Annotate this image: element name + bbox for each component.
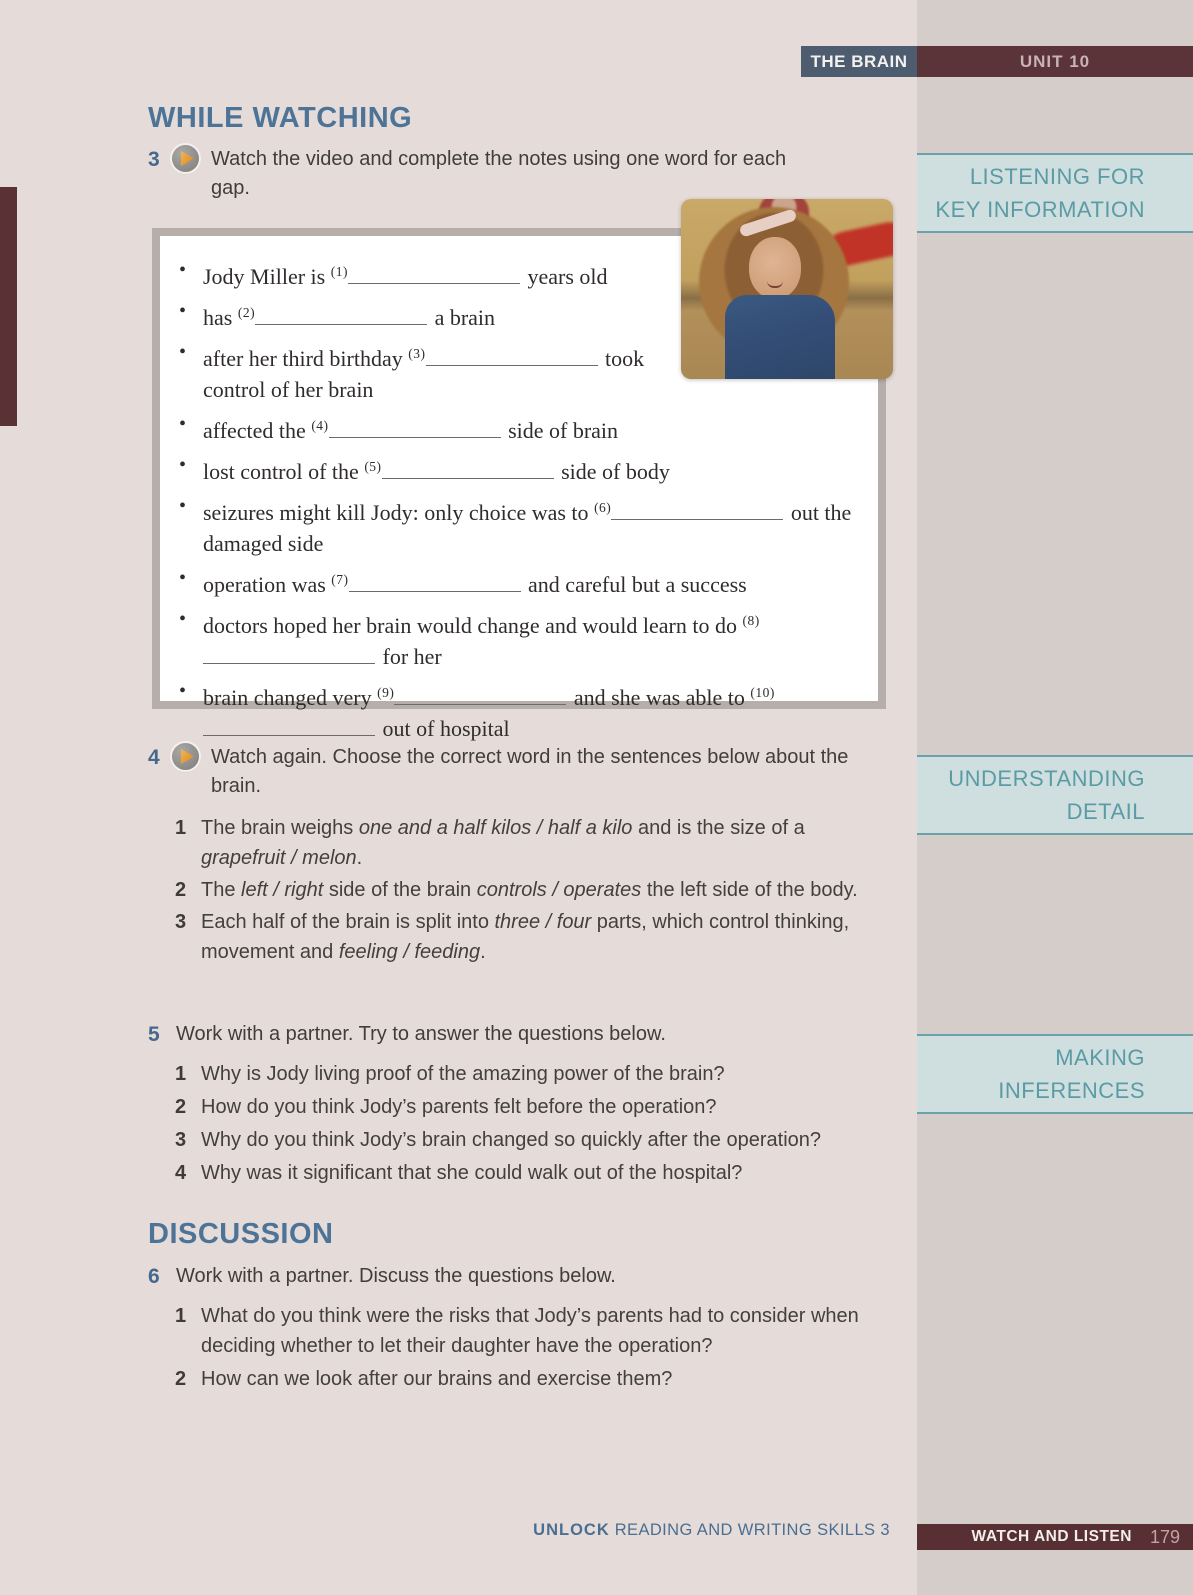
choice-item: The brain weighs one and a half kilos / half a kilo and is the size of a grapefruit / melon. xyxy=(201,817,805,869)
gap-number: (8) xyxy=(742,613,760,628)
exercise-4 xyxy=(148,743,893,969)
gap-line xyxy=(349,578,521,592)
exercise-3-instruction: Watch the video and complete the notes using one word for each gap. xyxy=(211,148,787,199)
gap-line xyxy=(348,270,520,284)
question-item: Why do you think Jody’s brain changed so quickly after the operation? xyxy=(201,1129,821,1151)
section-title-discussion: DISCUSSION xyxy=(148,1218,334,1250)
unit-number-label: UNIT 10 xyxy=(1019,51,1091,71)
exercise-3-number: 3 xyxy=(148,148,160,171)
footer-section-bar xyxy=(917,1524,1193,1550)
footer-book-title xyxy=(0,1521,890,1540)
exercise-5-number: 5 xyxy=(148,1023,160,1046)
footer-brand: UNLOCK xyxy=(533,1521,610,1539)
notes-item: • Jody Miller is $^{(1)}$ years old xyxy=(176,256,858,292)
question-list xyxy=(175,1059,893,1188)
gap-number: (7) xyxy=(331,572,349,587)
skill-label-making-inferences: MAKING INFERENCES xyxy=(917,1034,1193,1114)
exercise-5 xyxy=(148,1020,893,1191)
gap-line xyxy=(203,722,375,736)
notes-item: • seizures might kill Jody: only choice was to $^{(6)}$ out the damaged side xyxy=(176,492,858,559)
question-item: Why is Jody living proof of the amazing power of the brain? xyxy=(201,1063,725,1085)
notes-item: • affected the $^{(4)}$ side of brain xyxy=(176,410,858,446)
unit-topic-label: THE BRAIN xyxy=(810,51,908,71)
left-accent-bar xyxy=(0,187,17,426)
discussion-question-list xyxy=(175,1301,893,1394)
gap-line xyxy=(382,465,554,479)
notes-item: • doctors hoped her brain would change and would learn to do $^{(8)}$ for her xyxy=(176,605,858,672)
notes-item: • lost control of the $^{(5)}$ side of body xyxy=(176,451,858,487)
exercise-6 xyxy=(148,1262,893,1397)
gap-number: (4) xyxy=(311,418,329,433)
notes-item: • after her third birthday $^{(3)}$ took control of her brain xyxy=(176,338,858,405)
gap-line xyxy=(203,650,375,664)
gap-number: (5) xyxy=(364,459,382,474)
gap-line xyxy=(611,506,783,520)
notes-item: • has $^{(2)}$ a brain xyxy=(176,297,858,333)
gap-line xyxy=(394,691,566,705)
gap-number: (3) xyxy=(408,346,426,361)
discussion-question-item: What do you think were the risks that Jody’s parents had to consider when deciding whether to let their daughter have the operation? xyxy=(201,1305,859,1357)
exercise-6-instruction: Work with a partner. Discuss the questions below. xyxy=(176,1265,616,1287)
gap-number: (9) xyxy=(377,685,395,700)
play-icon xyxy=(172,145,199,172)
question-item: How do you think Jody’s parents felt before the operation? xyxy=(201,1096,717,1118)
section-title-while-watching: WHILE WATCHING xyxy=(148,102,413,134)
unit-number-tab xyxy=(917,46,1193,77)
exercise-3 xyxy=(148,145,893,203)
choice-list xyxy=(175,813,893,967)
exercise-5-instruction: Work with a partner. Try to answer the questions below. xyxy=(176,1023,666,1045)
exercise-6-number: 6 xyxy=(148,1265,160,1288)
video-notes-box xyxy=(152,228,886,741)
gap-number: (1) xyxy=(330,264,348,279)
footer-section-label: WATCH AND LISTEN xyxy=(971,1528,1132,1545)
gap-line xyxy=(255,311,427,325)
choice-item: Each half of the brain is split into three / four parts, which control thinking, movement and feeling / feeding. xyxy=(201,911,850,963)
gap-number: (2) xyxy=(237,305,256,320)
skill-label-understanding-detail: UNDERSTANDING DETAIL xyxy=(917,755,1193,835)
discussion-question-item: How can we look after our brains and exercise them? xyxy=(201,1368,673,1390)
skill-label-listening-for-key-information: LISTENING FOR KEY INFORMATION xyxy=(917,153,1193,233)
footer-level: 3 xyxy=(880,1521,890,1539)
gap-line xyxy=(426,352,598,366)
unit-topic-tab xyxy=(801,46,917,77)
gap-line xyxy=(329,424,501,438)
page-number: 179 xyxy=(1149,1526,1180,1547)
gap-number: (10) xyxy=(750,685,775,700)
notes-list xyxy=(176,256,858,744)
question-item: Why was it significant that she could walk out of the hospital? xyxy=(201,1162,743,1184)
exercise-4-instruction: Watch again. Choose the correct word in the sentences below about the brain. xyxy=(211,746,849,797)
notes-item: • brain changed very $^{(9)}$ and she was able to $^{(10)}$ out of hospital xyxy=(176,677,858,744)
choice-item: The left / right side of the brain controls / operates the left side of the body. xyxy=(201,879,858,901)
play-icon xyxy=(172,743,199,770)
footer-series: READING AND WRITING SKILLS xyxy=(614,1521,876,1539)
notes-item: • operation was $^{(7)}$ and careful but a success xyxy=(176,564,858,600)
gap-number: (6) xyxy=(594,500,612,515)
exercise-4-number: 4 xyxy=(148,746,160,769)
